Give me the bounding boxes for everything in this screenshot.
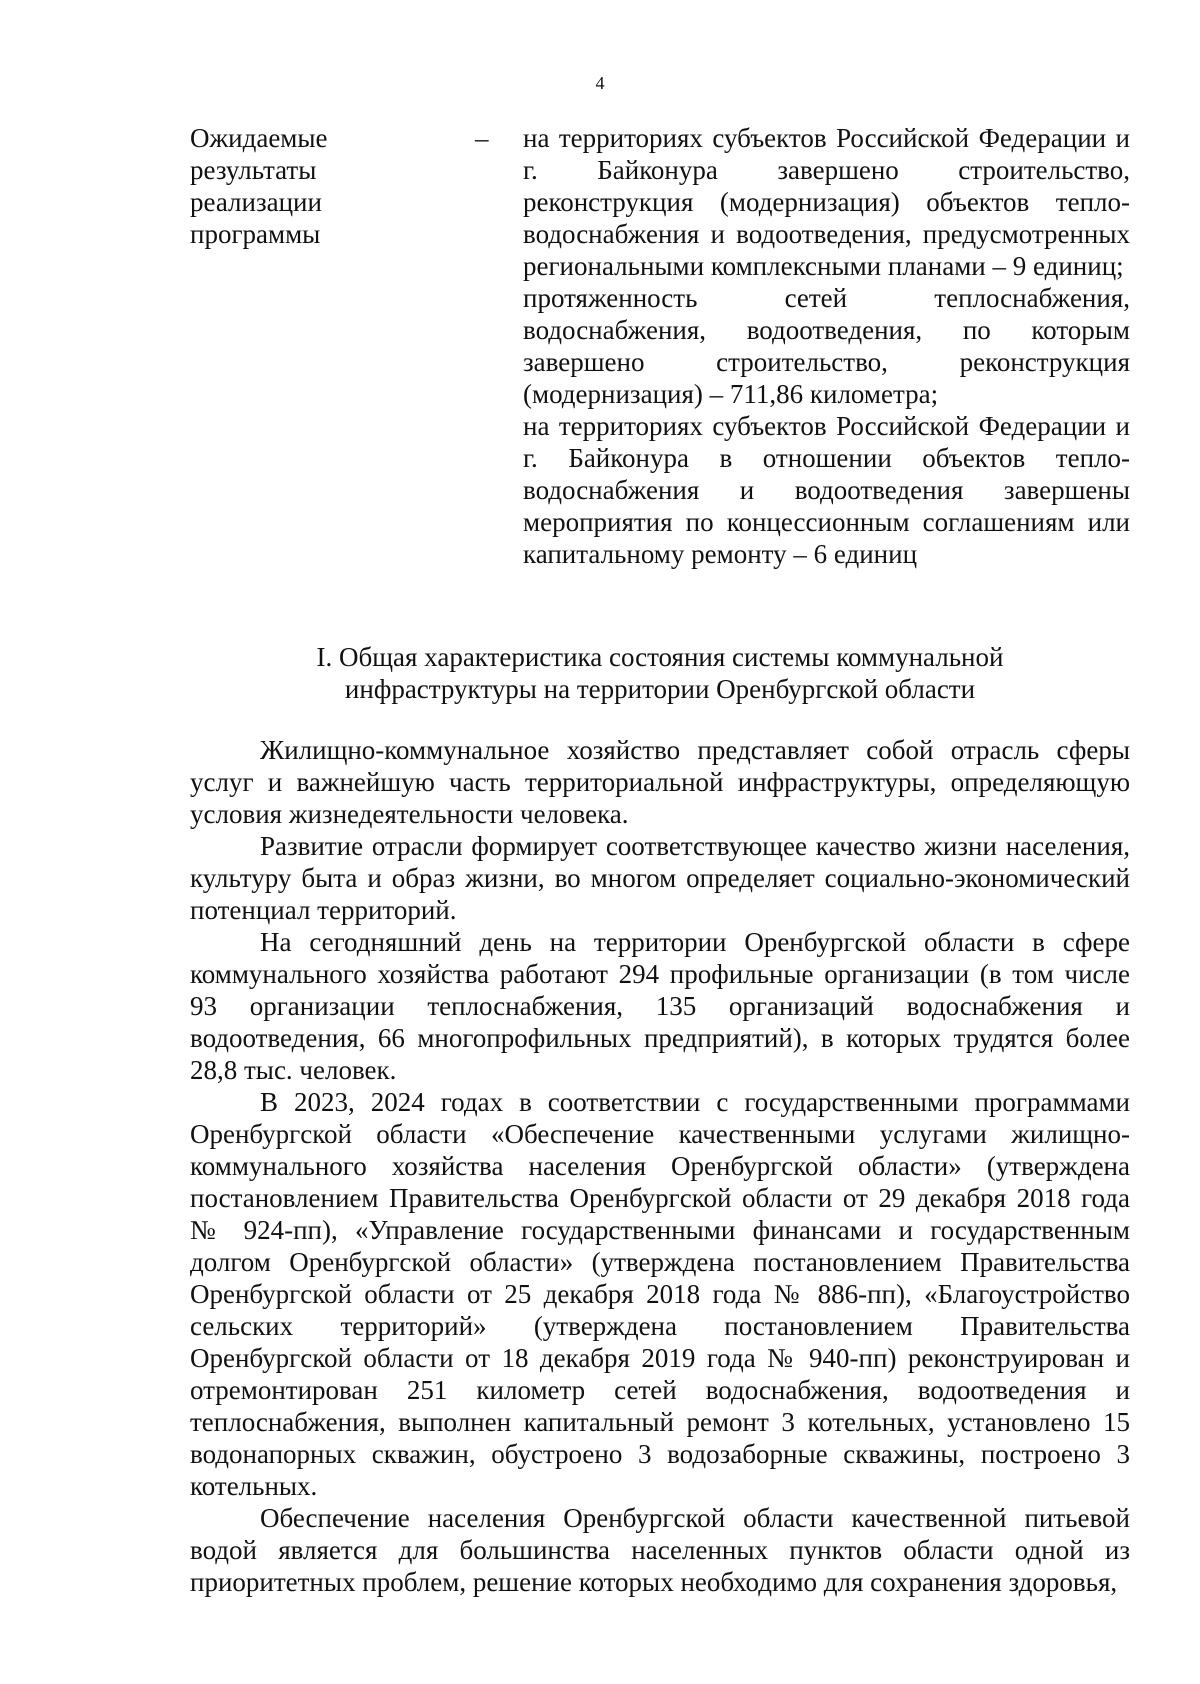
paragraph: В 2023, 2024 годах в соответствии с государственными программами Оренбургской области «Обеспечение качественными услугами жилищно-коммунального хозяйства населения Оренбургской области» (утверждена постановлением Правительства Оренбургской области от 29 декабря 2018 года № 924-пп), «Управление государственными финансами и государственным долгом Оренбургской области» (утверждена постановлением Правительства Оренбургской области от 25 декабря 2018 года № 886-пп), «Благоустройство сельских территорий» (утверждена постановлением Правительства Оренбургской области от 18 декабря 2019 года № 940-пп) реконструирован и отремонтирован 251 километр сетей водоснабжения, водоотведения и теплоснабжения, выполнен капитальный ремонт 3 котельных, установлено 15 водонапорных скважин, обустроено 3 водозаборные скважины, построено 3 котельных. — [190, 1087, 1130, 1501]
expected-result-item: протяженность сетей теплоснабжения, водоснабжения, водоотведения, по которым завершено строительство, реконструкция (модернизация) – 711,86 километра; — [523, 283, 1130, 409]
expected-result-item: на территориях субъектов Российской Федерации и г. Байконура завершено строительство, реконструкция (модернизация) объектов тепло-водоснабжения и водоотведения, предусмотренных региональными комплексными планами – 9 единиц; — [523, 123, 1130, 281]
section-heading-line: инфраструктуры на территории Оренбургской области — [344, 674, 976, 704]
section-heading — [190, 641, 1130, 705]
paragraph: Развитие отрасли формирует соответствующее качество жизни населения, культуру быта и образ жизни, во многом определяет социально-экономический потенциал территорий. — [190, 831, 1130, 925]
paragraph: На сегодняшний день на территории Оренбургской области в сфере коммунального хозяйства работают 294 профильные организации (в том числе 93 организации теплоснабжения, 135 организаций водоснабжения и водоотведения, 66 многопрофильных предприятий), в которых трудятся более 28,8 тыс. человек. — [190, 927, 1130, 1085]
passport-value — [523, 122, 1130, 570]
expected-result-item: на территориях субъектов Российской Федерации и г. Байконура в отношении объектов тепло-водоснабжения и водоотведения завершены мероприятия по концессионным соглашениям или капитальному ремонту – 6 единиц — [523, 411, 1130, 569]
body-text — [190, 734, 1130, 1598]
program-passport-row — [190, 122, 1130, 612]
passport-dash: – — [475, 123, 489, 153]
paragraph: Обеспечение населения Оренбургской области качественной питьевой водой является для большинства населенных пунктов области одной из приоритетных проблем, решение которых необходимо для сохранения здоровья, — [190, 1503, 1130, 1597]
paragraph: Жилищно-коммунальное хозяйство представляет собой отрасль сферы услуг и важнейшую часть территориальной инфраструктуры, определяющую условия жизнедеятельности человека. — [190, 735, 1130, 829]
page-number: 4 — [595, 73, 605, 93]
passport-label: Ожидаемые результаты реализации программы — [190, 123, 328, 249]
section-heading-line: I. Общая характеристика состояния системы коммунальной — [316, 642, 1004, 672]
